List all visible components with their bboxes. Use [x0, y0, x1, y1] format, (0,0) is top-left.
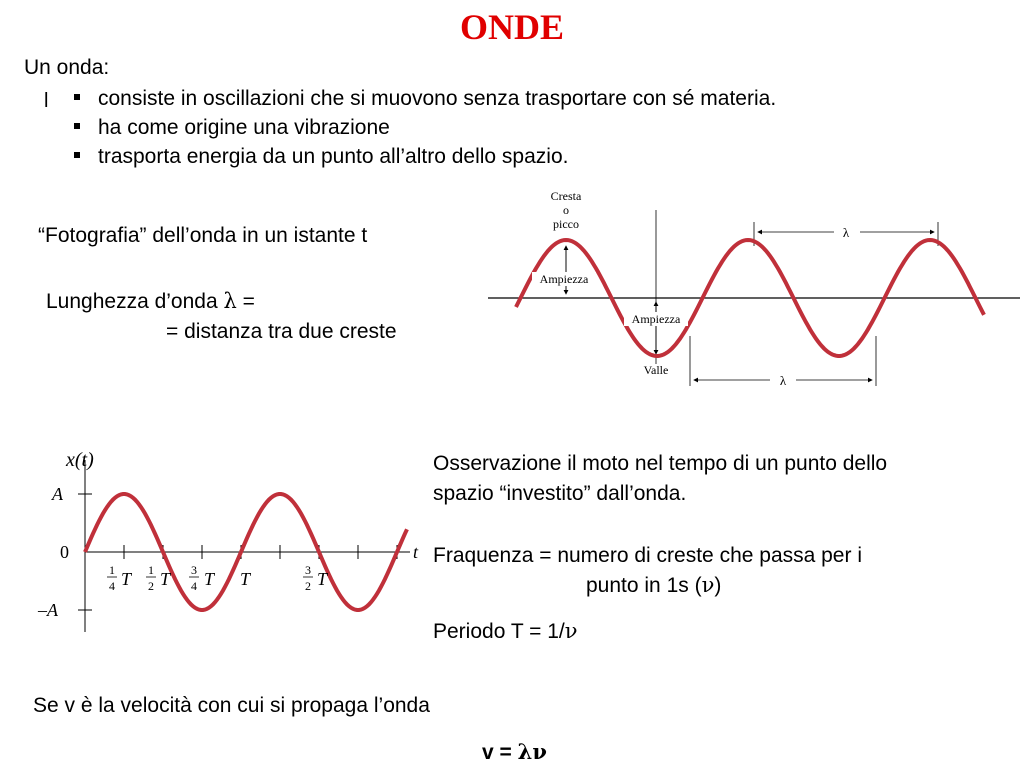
y-tick-label-negA: –A: [38, 600, 58, 620]
svg-text:T: T: [120, 569, 132, 589]
square-bullet-icon: [74, 152, 80, 158]
observation-line-2: spazio “investito” dall’onda.: [433, 482, 687, 505]
bullet-item: consiste in oscillazioni che si muovono senza trasportare con sé materia.: [74, 84, 776, 113]
bullet-item: trasporta energia da un punto all’altro dello spazio.: [74, 142, 776, 171]
stray-mark: l: [44, 90, 49, 112]
ampiezza-upper-label: Ampiezza: [539, 272, 589, 286]
period-line: Periodo T = 1/ν: [433, 619, 578, 643]
wave-snapshot-figure: [484, 186, 1024, 396]
svg-text:4: 4: [109, 579, 115, 593]
page-title: ONDE: [459, 7, 564, 47]
velocity-formula: v = λν: [482, 739, 547, 764]
snapshot-caption: “Fotografia” dell’onda in un istante t: [38, 224, 368, 247]
square-bullet-icon: [74, 94, 80, 100]
y-tick-label-0: 0: [60, 542, 69, 562]
x-tick-label: [189, 563, 216, 593]
bullet-item: ha come origine una vibrazione: [74, 113, 776, 142]
svg-text:1: 1: [109, 563, 115, 577]
lambda-symbol: λ: [223, 289, 237, 313]
x-axis-label: t: [413, 542, 419, 562]
wavelength-definition-2: = distanza tra due creste: [166, 320, 397, 343]
lambda-bottom-label: λ: [779, 373, 787, 388]
nu-symbol: ν: [701, 573, 715, 597]
o-label: o: [563, 203, 569, 217]
svg-text:3: 3: [305, 563, 311, 577]
intro-heading: Un onda:: [24, 56, 110, 79]
cresta-label: Cresta: [550, 189, 582, 203]
picco-label: picco: [553, 217, 579, 231]
svg-text:T: T: [316, 569, 328, 589]
intro-bullet-list: [74, 84, 776, 171]
wavelength-definition: Lunghezza d’onda λ =: [46, 289, 255, 313]
svg-text:T: T: [239, 569, 251, 589]
svg-text:T: T: [159, 569, 171, 589]
svg-text:1: 1: [148, 563, 154, 577]
y-axis-label: x(t): [66, 449, 94, 471]
svg-text:2: 2: [305, 579, 311, 593]
x-tick-label: [240, 569, 252, 589]
x-tick-labels: [107, 563, 329, 593]
ampiezza-lower-label: Ampiezza: [631, 312, 681, 326]
y-tick-label-A: A: [52, 484, 63, 504]
nu-symbol: ν: [564, 619, 578, 643]
observation-line-1: Osservazione il moto nel tempo di un punto dello: [433, 452, 888, 475]
time-plot-figure: [30, 440, 430, 640]
svg-text:4: 4: [191, 579, 197, 593]
svg-text:T: T: [203, 569, 215, 589]
x-tick-label: [107, 563, 133, 593]
frequency-line-1: Fraquenza = numero di creste che passa per i: [433, 544, 862, 567]
svg-text:2: 2: [148, 579, 154, 593]
frequency-line-2: punto in 1s (ν): [586, 573, 722, 597]
valle-label: Valle: [643, 363, 669, 377]
svg-text:3: 3: [191, 563, 197, 577]
square-bullet-icon: [74, 123, 80, 129]
lambda-top-label: λ: [842, 225, 850, 240]
velocity-text: Se v è la velocità con cui si propaga l’onda: [33, 694, 430, 717]
